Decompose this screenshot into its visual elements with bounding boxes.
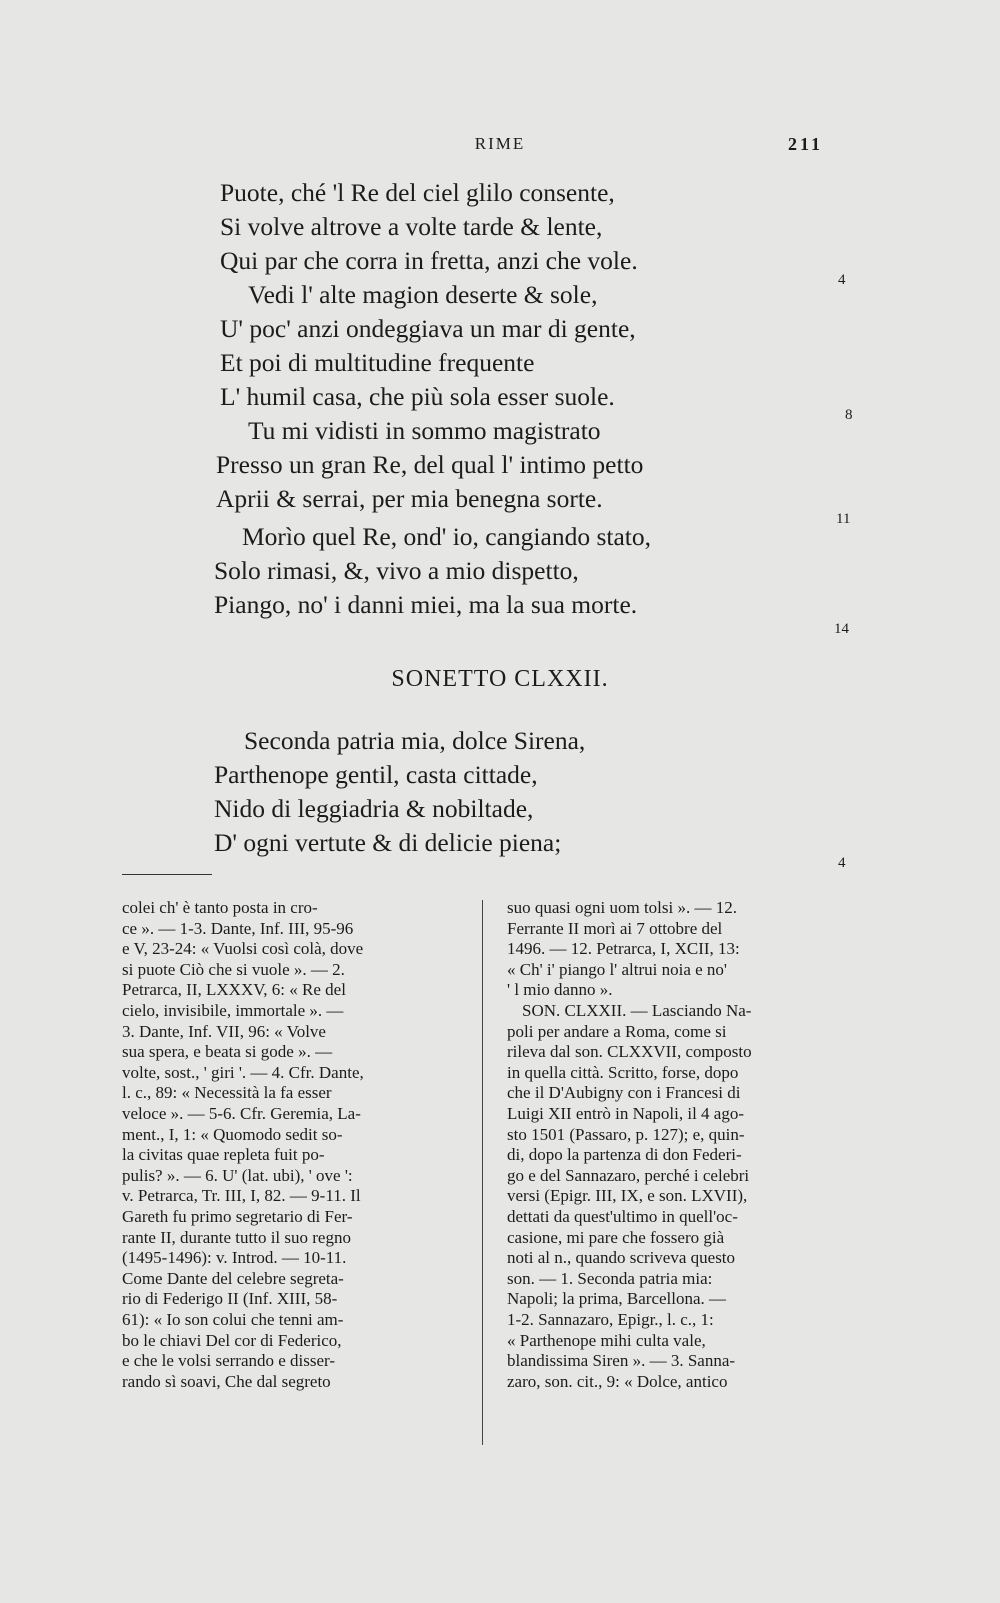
verse-line: Presso un gran Re, del qual l' intimo petto <box>216 450 644 479</box>
verse-line: Parthenope gentil, casta cittade, <box>214 760 538 789</box>
note-line: « Ch' i' piango l' altrui noia e no' <box>507 959 727 979</box>
note-line: rileva dal son. CLXXVII, composto <box>507 1042 752 1062</box>
verse-line: Vedi l' alte magion deserte & sole, <box>248 280 598 309</box>
line-number: 4 <box>838 272 846 288</box>
verse-line: Morìo quel Re, ond' io, cangiando stato, <box>242 522 651 551</box>
note-line: 3. Dante, Inf. VII, 96: « Volve <box>122 1021 326 1041</box>
note-line: dettati da quest'ultimo in quell'oc- <box>507 1207 738 1226</box>
note-line: di, dopo la partenza di don Federi- <box>507 1145 742 1165</box>
running-header-title: RIME <box>474 134 526 153</box>
note-line: cielo, invisibile, immortale ». — <box>122 1001 344 1020</box>
note-line: ment., I, 1: « Quomodo sedit so- <box>122 1124 343 1144</box>
footnote-rule <box>122 874 212 875</box>
note-line: 61): « Io son colui che tenni am- <box>122 1310 344 1329</box>
note-line: la civitas quae repleta fuit po- <box>122 1145 325 1165</box>
verse-line: Qui par che corra in fretta, anzi che vole. <box>220 246 638 275</box>
note-line: pulis? ». — 6. U' (lat. ubi), ' ove ': <box>122 1165 353 1185</box>
verse-line: Tu mi vidisti in sommo magistrato <box>248 416 601 445</box>
verse-line: Aprii & serrai, per mia benegna sorte. <box>216 484 603 513</box>
page-number: 211 <box>788 134 824 154</box>
note-line: casione, mi pare che fossero già <box>507 1227 725 1247</box>
line-number: 4 <box>838 855 846 871</box>
verse-line: Seconda patria mia, dolce Sirena, <box>244 726 586 755</box>
note-line: Gareth fu primo segretario di Fer- <box>122 1207 353 1226</box>
note-line: rio di Federigo II (Inf. XIII, 58- <box>122 1289 338 1309</box>
note-line: v. Petrarca, Tr. III, I, 82. — 9-11. Il <box>122 1186 361 1206</box>
note-line: poli per andare a Roma, come si <box>507 1021 727 1041</box>
note-line: suo quasi ogni uom tolsi ». — 12. <box>507 898 737 917</box>
line-number: 11 <box>836 511 851 527</box>
note-line: 1496. — 12. Petrarca, I, XCII, 13: <box>507 939 740 959</box>
note-line: veloce ». — 5-6. Cfr. Geremia, La- <box>122 1104 361 1123</box>
note-line: bo le chiavi Del cor di Federico, <box>122 1330 342 1350</box>
note-line: volte, sost., ' giri '. — 4. Cfr. Dante, <box>122 1062 364 1082</box>
note-line: sto 1501 (Passaro, p. 127); e, quin- <box>507 1124 745 1144</box>
note-line: e V, 23-24: « Vuolsi così colà, dove <box>122 939 364 959</box>
note-line: si puote Ciò che si vuole ». — 2. <box>122 959 345 979</box>
note-line: 1-2. Sannazaro, Epigr., l. c., 1: <box>507 1310 714 1329</box>
note-line: Petrarca, II, LXXXV, 6: « Re del <box>122 980 346 1000</box>
verse-line: Piango, no' i danni miei, ma la sua morte. <box>214 590 638 619</box>
verse-line: D' ogni vertute & di delicie piena; <box>214 828 562 857</box>
note-line: SON. CLXXII. — Lasciando Na- <box>522 1001 752 1020</box>
verse-line: Solo rimasi, &, vivo a mio dispetto, <box>214 556 579 585</box>
verse-line: U' poc' anzi ondeggiava un mar di gente, <box>220 314 636 343</box>
note-line: blandissima Siren ». — 3. Sanna- <box>507 1351 736 1371</box>
column-divider <box>482 900 483 1445</box>
note-line: rando sì soavi, Che dal segreto <box>122 1371 331 1391</box>
verse-line: Nido di leggiadria & nobiltade, <box>214 794 534 823</box>
note-line: son. — 1. Seconda patria mia: <box>507 1268 713 1288</box>
note-line: « Parthenope mihi culta vale, <box>507 1330 706 1350</box>
note-line: Luigi XII entrò in Napoli, il 4 ago- <box>507 1104 745 1123</box>
note-line: noti al n., quando scriveva questo <box>507 1248 736 1268</box>
line-number: 14 <box>834 621 849 637</box>
note-line: Ferrante II morì ai 7 ottobre del <box>507 918 723 938</box>
note-line: go e del Sannazaro, perché i celebri <box>507 1165 750 1185</box>
note-line: sua spera, e beata si gode ». — <box>122 1042 333 1062</box>
note-line: Come Dante del celebre segreta- <box>122 1268 344 1288</box>
note-line: colei ch' è tanto posta in cro- <box>122 898 318 917</box>
sonnet-title: SONETTO CLXXII. <box>391 666 609 692</box>
note-line: Napoli; la prima, Barcellona. — <box>507 1289 727 1309</box>
note-line: (1495-1496): v. Introd. — 10-11. <box>122 1248 347 1268</box>
note-line: rante II, durante tutto il suo regno <box>122 1227 351 1247</box>
note-line: in quella città. Scritto, forse, dopo <box>507 1062 739 1082</box>
note-line: ce ». — 1-3. Dante, Inf. III, 95-96 <box>122 918 354 938</box>
note-line: versi (Epigr. III, IX, e son. LXVII), <box>507 1186 748 1206</box>
note-line: l. c., 89: « Necessità la fa esser <box>122 1083 332 1103</box>
line-number: 8 <box>845 407 853 423</box>
verse-line: L' humil casa, che più sola esser suole. <box>220 382 615 411</box>
verse-line: Si volve altrove a volte tarde & lente, <box>220 212 603 241</box>
note-line: e che le volsi serrando e disser- <box>122 1351 336 1371</box>
verse-line: Et poi di multitudine frequente <box>220 348 535 377</box>
verse-line: Puote, ché 'l Re del ciel glilo consente, <box>220 178 615 207</box>
note-line: ' l mio danno ». <box>507 980 613 1000</box>
note-line: zaro, son. cit., 9: « Dolce, antico <box>507 1371 728 1391</box>
note-line: che il D'Aubigny con i Francesi di <box>507 1083 741 1103</box>
